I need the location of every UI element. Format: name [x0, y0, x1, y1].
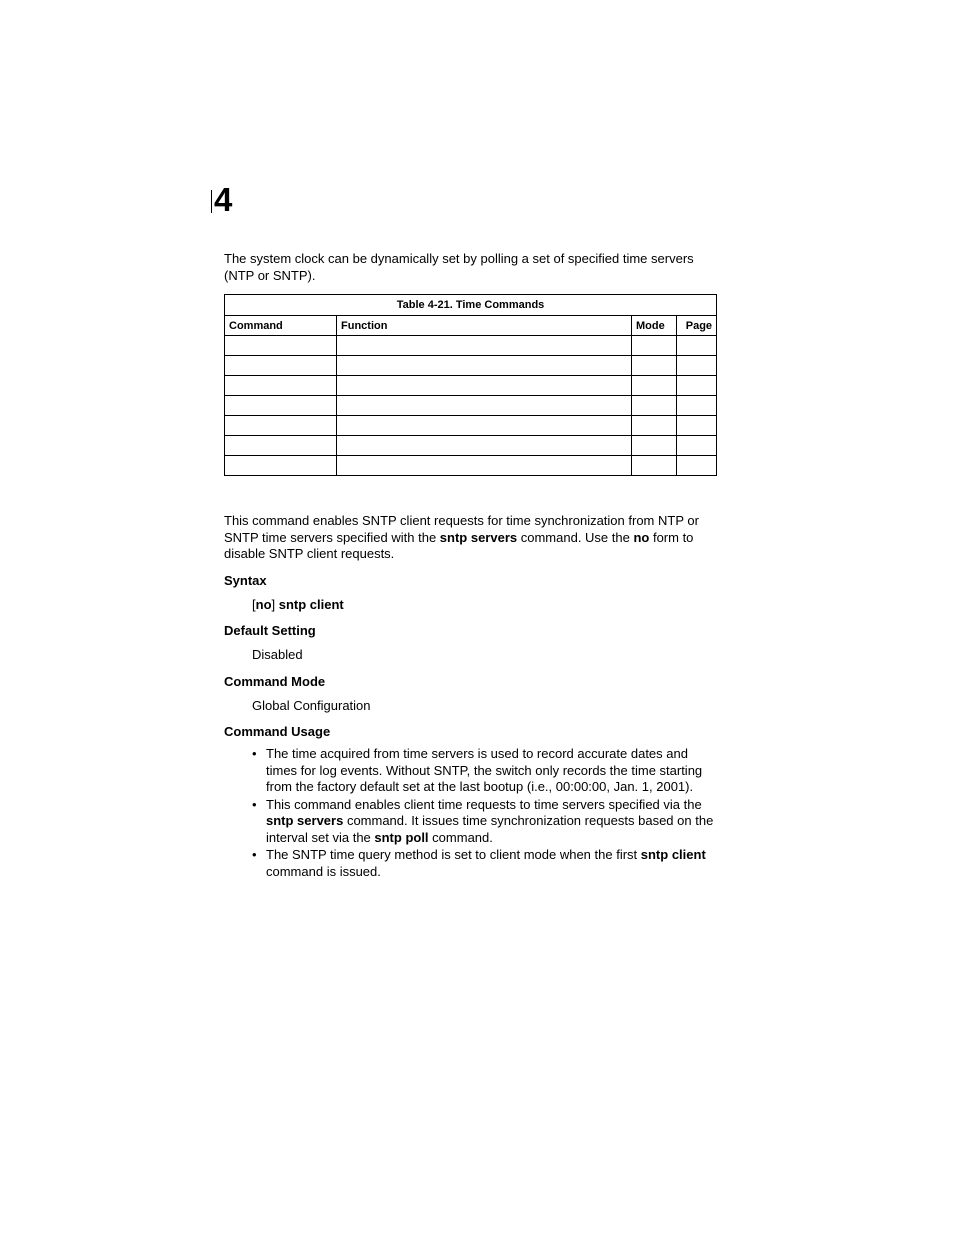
- cell-page: [677, 416, 717, 436]
- cell-command: [225, 416, 337, 436]
- syntax-heading: Syntax: [224, 572, 267, 588]
- cell-function: [337, 336, 632, 356]
- list-item: • The time acquired from time servers is used to record accurate dates and times for log events. Without SNTP, the switch only records the time starting from the factory default set at the last bootup (i.e., 00:00:00, Jan. 1, 2001).: [252, 746, 703, 794]
- bullet-icon: •: [252, 847, 257, 862]
- bullet-icon: •: [252, 746, 257, 761]
- cell-page: [677, 336, 717, 356]
- command-mode-heading: Command Mode: [224, 673, 326, 689]
- cell-function: [337, 396, 632, 416]
- table-header-row: [225, 316, 717, 336]
- chapter-marker-bar: [211, 190, 212, 213]
- header-command: Command: [225, 316, 337, 336]
- table-row: [225, 416, 717, 436]
- cell-function: [337, 416, 632, 436]
- cell-command: [225, 396, 337, 416]
- cell-mode: [632, 436, 677, 456]
- cell-page: [677, 396, 717, 416]
- cell-mode: [632, 356, 677, 376]
- header-mode: Mode: [632, 316, 677, 336]
- cell-page: [677, 436, 717, 456]
- table-caption: Table 4-21. Time Commands: [225, 295, 717, 316]
- bullet-icon: •: [252, 796, 257, 812]
- command-usage-heading: Command Usage: [224, 724, 331, 739]
- intro-paragraph: The system clock can be dynamically set by polling a set of specified time servers (NTP or SNTP).: [224, 251, 694, 283]
- default-setting-value: Disabled: [252, 647, 303, 662]
- cell-mode: [632, 416, 677, 436]
- cell-command: [225, 356, 337, 376]
- table-row: [225, 356, 717, 376]
- table-row: [225, 436, 717, 456]
- cell-page: [677, 376, 717, 396]
- chapter-number: 4: [214, 181, 233, 218]
- cell-mode: [632, 336, 677, 356]
- time-commands-table: [224, 294, 717, 476]
- cell-command: [225, 376, 337, 396]
- cell-command: [225, 436, 337, 456]
- command-mode-value: Global Configuration: [252, 697, 371, 713]
- chapter-number-marker: [211, 181, 241, 218]
- cell-function: [337, 376, 632, 396]
- header-page: Page: [677, 316, 717, 336]
- cell-function: [337, 356, 632, 376]
- cell-function: [337, 436, 632, 456]
- command-usage-list: [224, 746, 716, 880]
- table-row: [225, 396, 717, 416]
- list-item: • The SNTP time query method is set to client mode when the first sntp client command is issued.: [252, 847, 706, 879]
- command-description: This command enables SNTP client requests for time synchronization from NTP or SNTP time servers specified with the sntp servers command. Use the no form to disable SNTP client requests.: [224, 513, 699, 561]
- cell-page: [677, 356, 717, 376]
- syntax-line: [no] sntp client: [252, 596, 344, 612]
- table-row: [225, 456, 717, 476]
- cell-mode: [632, 456, 677, 476]
- cell-mode: [632, 376, 677, 396]
- default-setting-heading: Default Setting: [224, 623, 316, 638]
- header-function: Function: [337, 316, 632, 336]
- cell-page: [677, 456, 717, 476]
- table-row: [225, 336, 717, 356]
- list-item: • This command enables client time requests to time servers specified via the sntp servers command. It issues time synchronization requests based on the interval set via the sntp poll command.: [252, 796, 714, 845]
- command-section: [224, 513, 716, 881]
- cell-function: [337, 456, 632, 476]
- cell-command: [225, 336, 337, 356]
- table-row: [225, 376, 717, 396]
- cell-mode: [632, 396, 677, 416]
- cell-command: [225, 456, 337, 476]
